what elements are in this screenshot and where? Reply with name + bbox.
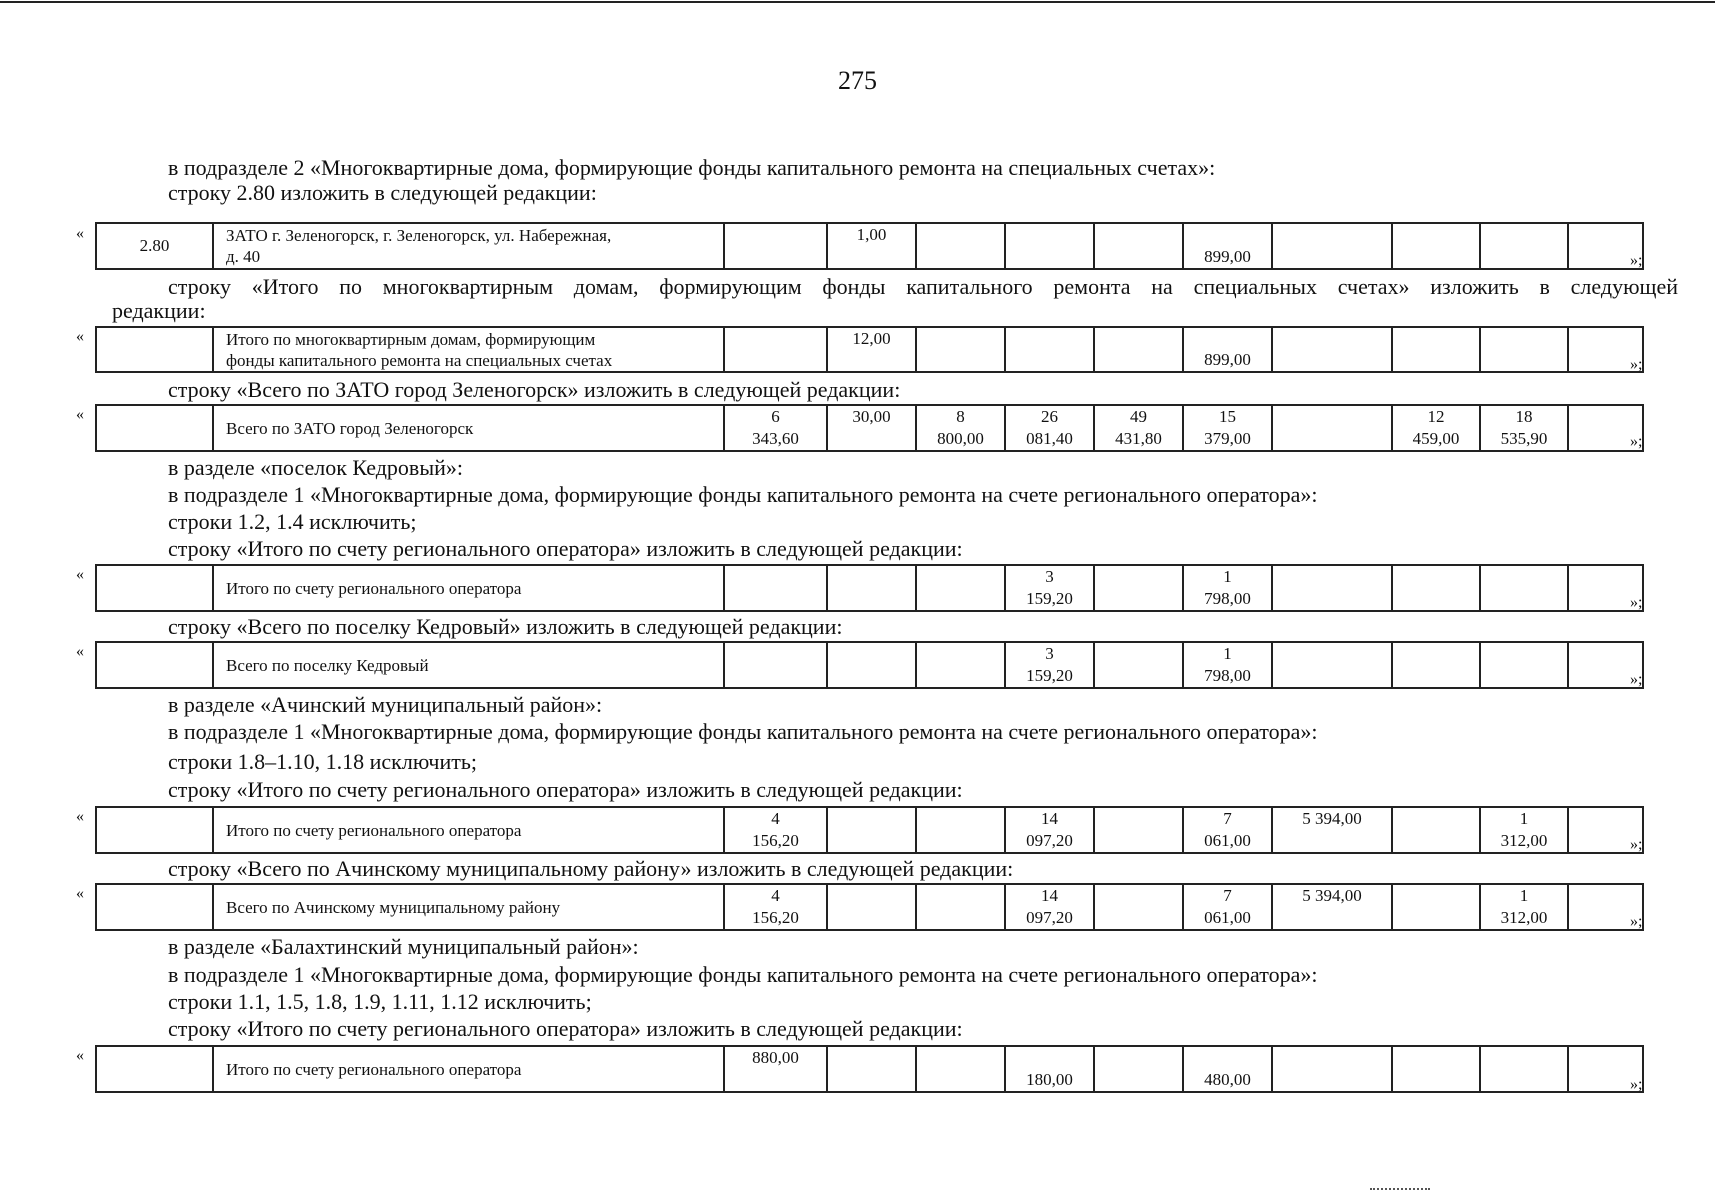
cell: 480,00 [1183, 1046, 1272, 1092]
cell: 6 343,60 [724, 405, 827, 451]
cell [1392, 807, 1480, 853]
cell: 30,00 [827, 405, 916, 451]
cell [1094, 1046, 1183, 1092]
quote-close: »; [1630, 913, 1643, 930]
cell: 3 159,20 [1005, 565, 1094, 611]
row-number [96, 405, 213, 451]
quote-open: « [76, 566, 84, 583]
row-name: Всего по Ачинскому муниципальному району [213, 884, 724, 930]
cell [916, 565, 1005, 611]
row-number [96, 1046, 213, 1092]
table-row-vsego-kedrovy [95, 641, 1644, 689]
cell [916, 223, 1005, 269]
cell [1094, 223, 1183, 269]
row-name: Всего по ЗАТО город Зеленогорск [213, 405, 724, 451]
row-name: Всего по поселку Кедровый [213, 642, 724, 688]
text-line: строку «Всего по ЗАТО город Зеленогорск» изложить в следующей редакции: [168, 377, 901, 402]
quote-close: »; [1630, 671, 1643, 688]
cell [1392, 565, 1480, 611]
cell: 1 312,00 [1480, 807, 1568, 853]
text-line: в подразделе 1 «Многоквартирные дома, формирующие фонды капитального ремонта на счете регионального оператора»: [168, 482, 1318, 507]
text-line: в подразделе 1 «Многоквартирные дома, формирующие фонды капитального ремонта на счете регионального оператора»: [168, 719, 1318, 744]
cell: 180,00 [1005, 1046, 1094, 1092]
cell [1272, 405, 1392, 451]
quote-open: « [76, 885, 84, 902]
cell: 1 798,00 [1183, 642, 1272, 688]
row-name [213, 327, 724, 372]
cell [1392, 1046, 1480, 1092]
table-row-vsego-zelenogorsk [95, 404, 1644, 452]
quote-close: »; [1630, 1076, 1643, 1093]
cell [1094, 642, 1183, 688]
cell [1272, 223, 1392, 269]
text-line: строки 1.2, 1.4 исключить; [168, 509, 417, 534]
text-line: в подразделе 1 «Многоквартирные дома, формирующие фонды капитального ремонта на счете регионального оператора»: [168, 962, 1318, 987]
cell [1392, 223, 1480, 269]
cell [1005, 223, 1094, 269]
cell: 3 159,20 [1005, 642, 1094, 688]
cell [1480, 1046, 1568, 1092]
text-line: строки 1.1, 1.5, 1.8, 1.9, 1.11, 1.12 исключить; [168, 989, 592, 1014]
cell: 12 459,00 [1392, 405, 1480, 451]
text-line: в разделе «Балахтинский муниципальный район»: [168, 934, 639, 959]
cell [724, 223, 827, 269]
row-number [96, 642, 213, 688]
table-row-vsego-achinsky [95, 883, 1644, 931]
cell [916, 1046, 1005, 1092]
quote-open: « [76, 808, 84, 825]
quote-close: »; [1630, 836, 1643, 853]
cell: 12,00 [827, 327, 916, 372]
cell [916, 807, 1005, 853]
row-name-line2: д. 40 [226, 247, 261, 266]
scan-mark [1370, 1188, 1430, 1190]
cell [827, 807, 916, 853]
row-name: Итого по счету регионального оператора [213, 807, 724, 853]
cell: 18 535,90 [1480, 405, 1568, 451]
cell [1272, 1046, 1392, 1092]
cell: 14 097,20 [1005, 807, 1094, 853]
row-name-line1: ЗАТО г. Зеленогорск, г. Зеленогорск, ул. Набережная, [226, 226, 612, 245]
cell [724, 642, 827, 688]
cell [1272, 565, 1392, 611]
cell [916, 884, 1005, 930]
quote-open: « [76, 406, 84, 423]
text-line: редакции: [112, 298, 206, 323]
cell [1480, 565, 1568, 611]
row-number [96, 327, 213, 372]
cell: 880,00 [724, 1046, 827, 1092]
quote-close: »; [1630, 594, 1643, 611]
quote-close: »; [1630, 433, 1643, 450]
cell [1392, 327, 1480, 372]
cell [1272, 327, 1392, 372]
cell [1094, 884, 1183, 930]
cell [724, 327, 827, 372]
cell: 899,00 [1183, 223, 1272, 269]
cell [827, 565, 916, 611]
text-line: строку «Итого по многоквартирным домам, формирующим фонды капитального ремонта на специальных счетах» изложить в следующей [168, 274, 1678, 299]
row-name: Итого по счету регионального оператора [213, 1046, 724, 1092]
cell [1094, 565, 1183, 611]
text-line: строку 2.80 изложить в следующей редакции: [168, 180, 597, 205]
page-number: 275 [838, 66, 877, 95]
table-row-itogo-special [95, 326, 1644, 373]
cell: 5 394,00 [1272, 807, 1392, 853]
text-line: в разделе «Ачинский муниципальный район»: [168, 692, 603, 717]
table-row-itogo-balakhta [95, 1045, 1644, 1093]
cell [1272, 642, 1392, 688]
cell: 899,00 [1183, 327, 1272, 372]
cell [1005, 327, 1094, 372]
row-name-line2: фонды капитального ремонта на специальных счетах [226, 350, 613, 370]
quote-open: « [76, 643, 84, 660]
text-line: строку «Итого по счету регионального оператора» изложить в следующей редакции: [168, 777, 963, 802]
text-line: строку «Итого по счету регионального оператора» изложить в следующей редакции: [168, 536, 963, 561]
cell [1094, 327, 1183, 372]
quote-open: « [76, 225, 84, 242]
cell: 1 798,00 [1183, 565, 1272, 611]
text-line: в разделе «поселок Кедровый»: [168, 455, 463, 480]
text-line: строку «Всего по Ачинскому муниципальному району» изложить в следующей редакции: [168, 856, 1014, 881]
cell: 1,00 [827, 223, 916, 269]
row-name: Итого по счету регионального оператора [213, 565, 724, 611]
cell: 26 081,40 [1005, 405, 1094, 451]
row-number [96, 807, 213, 853]
cell [916, 327, 1005, 372]
cell [1480, 327, 1568, 372]
cell: 15 379,00 [1183, 405, 1272, 451]
cell [724, 565, 827, 611]
cell [1094, 807, 1183, 853]
quote-open: « [76, 328, 84, 345]
row-name [213, 223, 724, 269]
cell: 4 156,20 [724, 884, 827, 930]
cell: 4 156,20 [724, 807, 827, 853]
cell [1480, 223, 1568, 269]
cell [1480, 642, 1568, 688]
text-line: строки 1.8–1.10, 1.18 исключить; [168, 749, 478, 774]
text-line: в подразделе 2 «Многоквартирные дома, формирующие фонды капитального ремонта на специальных счетах»: [168, 155, 1216, 180]
text-line: строку «Итого по счету регионального оператора» изложить в следующей редакции: [168, 1016, 963, 1041]
cell: 49 431,80 [1094, 405, 1183, 451]
cell: 14 097,20 [1005, 884, 1094, 930]
quote-close: »; [1630, 252, 1643, 269]
table-row-itogo-kedrovy [95, 564, 1644, 612]
table-row-2-80 [95, 222, 1644, 270]
cell [1392, 884, 1480, 930]
cell [1392, 642, 1480, 688]
text-line: строку «Всего по поселку Кедровый» изложить в следующей редакции: [168, 614, 843, 639]
row-name-line1: Итого по многоквартирным домам, формирующим [226, 329, 596, 349]
cell [827, 1046, 916, 1092]
row-number: 2.80 [96, 223, 213, 269]
quote-open: « [76, 1047, 84, 1064]
cell: 5 394,00 [1272, 884, 1392, 930]
cell: 7 061,00 [1183, 807, 1272, 853]
cell: 1 312,00 [1480, 884, 1568, 930]
cell: 8 800,00 [916, 405, 1005, 451]
cell [827, 884, 916, 930]
top-border-line [0, 1, 1715, 3]
cell [827, 642, 916, 688]
row-number [96, 884, 213, 930]
quote-close: »; [1630, 356, 1643, 373]
row-number [96, 565, 213, 611]
table-row-itogo-achinsky [95, 806, 1644, 854]
cell [916, 642, 1005, 688]
cell: 7 061,00 [1183, 884, 1272, 930]
